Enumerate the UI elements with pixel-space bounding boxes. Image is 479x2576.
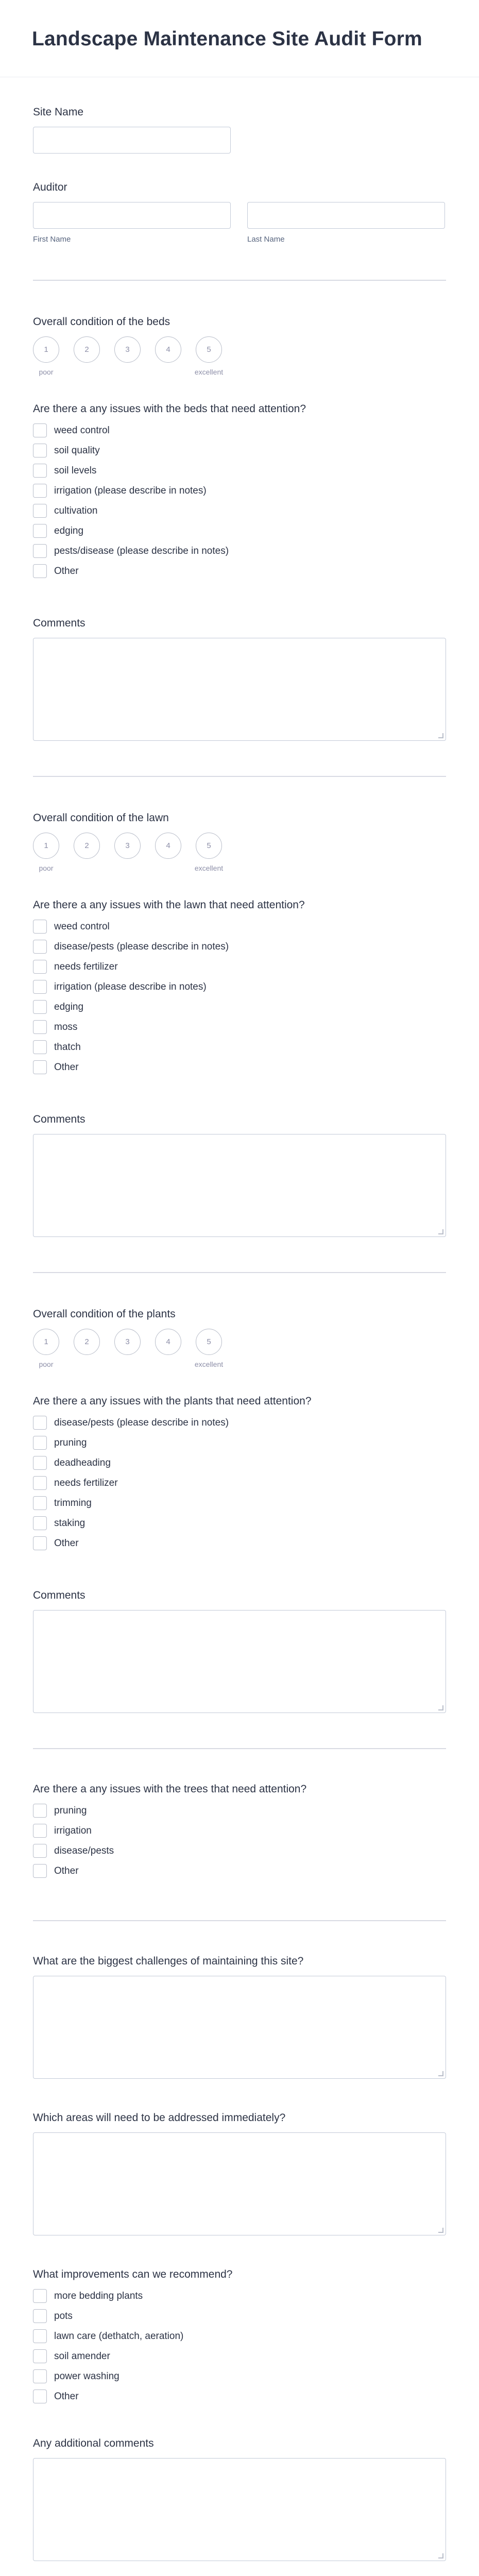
lawn-option[interactable]: weed control [33, 920, 446, 934]
beds-rating-label: Overall condition of the beds [33, 316, 170, 328]
plants-option[interactable]: Other [33, 1536, 446, 1550]
additional-comments-textarea[interactable] [33, 2458, 446, 2561]
plants-comments-textarea[interactable] [33, 1610, 446, 1713]
lawn-comments-field [33, 1113, 446, 1237]
beds-comments-label: Comments [33, 617, 85, 629]
checkbox[interactable] [33, 1536, 47, 1550]
lawn-rating [33, 833, 446, 872]
lawn-option[interactable]: thatch [33, 1040, 446, 1054]
checkbox[interactable] [33, 1436, 47, 1450]
rating-high-caption: excellent [194, 1360, 224, 1368]
beds-option[interactable]: soil quality [33, 444, 446, 457]
rating-option[interactable]: 5 [196, 833, 222, 859]
rating-option[interactable]: 2 [74, 1329, 100, 1355]
trees-issues-label: Are there a any issues with the trees that need attention? [33, 1783, 307, 1795]
plants-issues-label: Are there a any issues with the plants that need attention? [33, 1395, 312, 1407]
challenges-label: What are the biggest challenges of maintaining this site? [33, 1955, 304, 1967]
lawn-comments-textarea[interactable] [33, 1134, 446, 1237]
section-divider [33, 1920, 446, 1921]
plants-comments-label: Comments [33, 1589, 85, 1601]
plants-option[interactable]: staking [33, 1516, 446, 1530]
auditor-label: Auditor [33, 181, 67, 193]
plants-option[interactable]: trimming [33, 1496, 446, 1510]
form-title: Landscape Maintenance Site Audit Form [32, 28, 422, 50]
checkbox[interactable] [33, 1000, 47, 1014]
checkbox[interactable] [33, 980, 47, 994]
rating-option[interactable]: 3 [114, 833, 141, 859]
section-divider [33, 280, 446, 281]
beds-option[interactable]: Other [33, 564, 446, 578]
improvements-option[interactable]: power washing [33, 2369, 446, 2383]
section-divider [33, 1272, 446, 1273]
plants-rating [33, 1329, 446, 1368]
rating-low-caption: poor [39, 864, 54, 872]
trees-option[interactable]: disease/pests [33, 1844, 446, 1858]
checkbox[interactable] [33, 564, 47, 578]
checkbox[interactable] [33, 2349, 47, 2363]
site-name-field [33, 106, 446, 154]
beds-option[interactable]: edging [33, 524, 446, 538]
beds-issues-label: Are there a any issues with the beds that need attention? [33, 403, 306, 415]
checkbox[interactable] [33, 544, 47, 558]
rating-option[interactable]: 5 [196, 1329, 222, 1355]
trees-option[interactable]: irrigation [33, 1824, 446, 1838]
rating-option[interactable]: 5 [196, 336, 222, 363]
plants-option[interactable]: pruning [33, 1436, 446, 1450]
lawn-rating-field [33, 812, 446, 872]
checkbox[interactable] [33, 464, 47, 478]
beds-issues-field [33, 403, 446, 578]
auditor-field [33, 181, 446, 244]
lawn-option[interactable]: Other [33, 1060, 446, 1074]
rating-option[interactable]: 4 [155, 1329, 181, 1355]
section-divider [33, 1748, 446, 1749]
improvements-option[interactable]: more bedding plants [33, 2289, 446, 2303]
checkbox[interactable] [33, 1416, 47, 1430]
rating-option[interactable]: 1 [33, 833, 59, 859]
section-divider [33, 776, 446, 777]
checkbox[interactable] [33, 960, 47, 974]
plants-option[interactable]: deadheading [33, 1456, 446, 1470]
checkbox[interactable] [33, 940, 47, 954]
checkbox[interactable] [33, 504, 47, 518]
checkbox[interactable] [33, 524, 47, 538]
trees-issues-field [33, 1783, 446, 1878]
rating-option[interactable]: 3 [114, 336, 141, 363]
checkbox[interactable] [33, 423, 47, 437]
beds-option[interactable]: irrigation (please describe in notes) [33, 484, 446, 498]
checkbox[interactable] [33, 1476, 47, 1490]
rating-high-caption: excellent [194, 368, 224, 376]
improvements-field [33, 2268, 446, 2403]
improvements-option[interactable]: lawn care (dethatch, aeration) [33, 2329, 446, 2343]
improvements-label: What improvements can we recommend? [33, 2268, 233, 2280]
checkbox[interactable] [33, 1456, 47, 1470]
checkbox[interactable] [33, 444, 47, 457]
lawn-option[interactable]: moss [33, 1020, 446, 1034]
last-name-sublabel: Last Name [247, 235, 285, 244]
immediate-field [33, 2112, 446, 2235]
checkbox[interactable] [33, 484, 47, 498]
lawn-issues-field [33, 899, 446, 1074]
rating-low-caption: poor [39, 1360, 54, 1368]
additional-comments-field [33, 2437, 446, 2561]
checkbox[interactable] [33, 1496, 47, 1510]
site-name-input[interactable] [33, 127, 231, 154]
plants-option[interactable]: disease/pests (please describe in notes) [33, 1416, 446, 1430]
checkbox[interactable] [33, 1060, 47, 1074]
lawn-option[interactable]: disease/pests (please describe in notes) [33, 940, 446, 954]
checkbox[interactable] [33, 1040, 47, 1054]
rating-high-caption: excellent [194, 864, 224, 872]
checkbox[interactable] [33, 2389, 47, 2403]
beds-option[interactable]: pests/disease (please describe in notes) [33, 544, 446, 558]
rating-low-caption: poor [39, 368, 54, 376]
lawn-option[interactable]: irrigation (please describe in notes) [33, 980, 446, 994]
beds-comments-textarea[interactable] [33, 638, 446, 741]
lawn-issues-label: Are there a any issues with the lawn that need attention? [33, 899, 305, 911]
lawn-option[interactable]: edging [33, 1000, 446, 1014]
lawn-comments-label: Comments [33, 1113, 85, 1125]
checkbox[interactable] [33, 1804, 47, 1818]
plants-rating-label: Overall condition of the plants [33, 1308, 176, 1320]
additional-comments-label: Any additional comments [33, 2437, 154, 2449]
rating-option[interactable]: 2 [74, 336, 100, 363]
rating-option[interactable]: 4 [155, 833, 181, 859]
improvements-option[interactable]: soil amender [33, 2349, 446, 2363]
beds-rating [33, 336, 446, 376]
checkbox[interactable] [33, 1020, 47, 1034]
checkbox[interactable] [33, 1516, 47, 1530]
checkbox[interactable] [33, 1844, 47, 1858]
lawn-rating-label: Overall condition of the lawn [33, 812, 169, 824]
form-body [0, 106, 479, 2576]
plants-comments-field [33, 1589, 446, 1713]
first-name-input[interactable] [33, 202, 231, 229]
beds-option[interactable]: cultivation [33, 504, 446, 518]
immediate-textarea[interactable] [33, 2132, 446, 2235]
beds-option[interactable]: soil levels [33, 464, 446, 478]
challenges-textarea[interactable] [33, 1976, 446, 2079]
plants-option[interactable]: needs fertilizer [33, 1476, 446, 1490]
checkbox[interactable] [33, 1864, 47, 1878]
checkbox[interactable] [33, 2309, 47, 2323]
improvements-option[interactable]: Other [33, 2389, 446, 2403]
immediate-label: Which areas will need to be addressed immediately? [33, 2112, 286, 2124]
rating-option[interactable]: 2 [74, 833, 100, 859]
checkbox[interactable] [33, 2289, 47, 2303]
lawn-option[interactable]: needs fertilizer [33, 960, 446, 974]
beds-option[interactable]: weed control [33, 423, 446, 437]
checkbox[interactable] [33, 2369, 47, 2383]
first-name-sublabel: First Name [33, 235, 71, 244]
beds-comments-field [33, 617, 446, 741]
last-name-input[interactable] [247, 202, 445, 229]
rating-option[interactable]: 1 [33, 336, 59, 363]
trees-option[interactable]: pruning [33, 1804, 446, 1818]
form-header [0, 0, 479, 77]
site-name-label: Site Name [33, 106, 84, 118]
checkbox[interactable] [33, 1824, 47, 1838]
checkbox[interactable] [33, 920, 47, 934]
rating-option[interactable]: 4 [155, 336, 181, 363]
plants-rating-field [33, 1308, 446, 1368]
improvements-option[interactable]: pots [33, 2309, 446, 2323]
checkbox[interactable] [33, 2329, 47, 2343]
beds-rating-field [33, 316, 446, 376]
trees-option[interactable]: Other [33, 1864, 446, 1878]
plants-issues-field [33, 1395, 446, 1550]
rating-option[interactable]: 3 [114, 1329, 141, 1355]
rating-option[interactable]: 1 [33, 1329, 59, 1355]
challenges-field [33, 1955, 446, 2079]
